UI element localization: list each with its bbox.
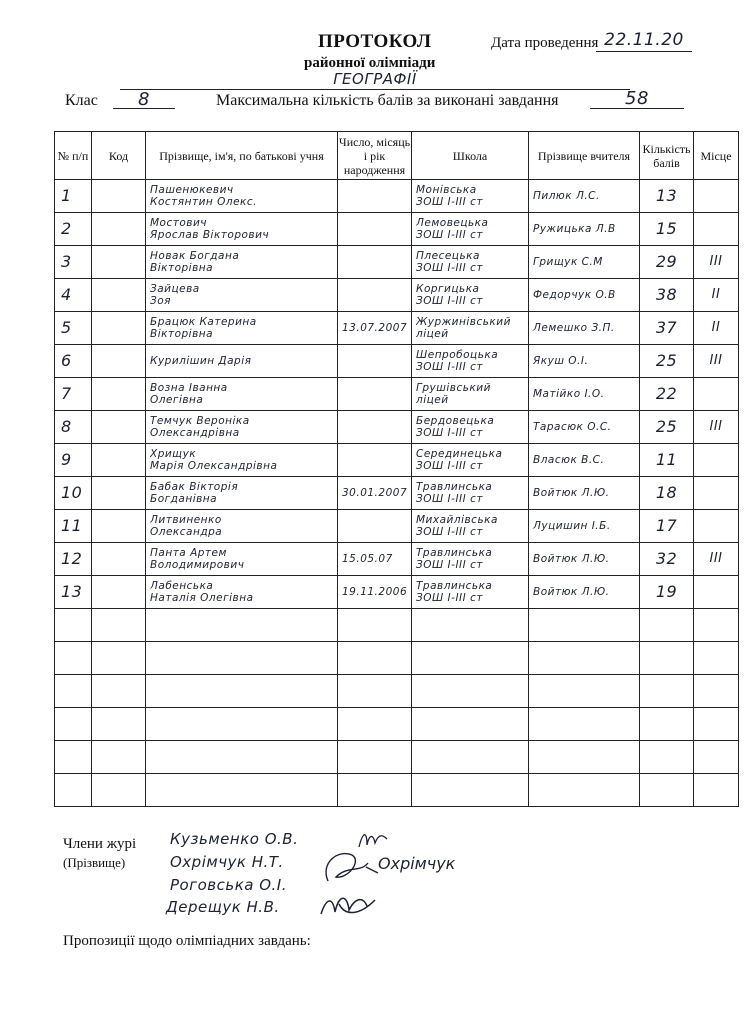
empty-cell	[55, 642, 92, 675]
row-school	[412, 510, 529, 543]
student-name-line-2: Богданівна	[150, 493, 218, 505]
row-number: 5	[55, 312, 92, 345]
student-name-line-1: Курилішин Дарія	[150, 355, 252, 367]
empty-cell	[412, 708, 529, 741]
row-teacher: Тарасюк О.С.	[529, 411, 640, 444]
row-teacher: Грищук С.М	[529, 246, 640, 279]
row-school	[412, 543, 529, 576]
row-student-name	[146, 378, 338, 411]
empty-cell	[640, 708, 694, 741]
empty-cell	[92, 708, 146, 741]
row-student-name	[146, 411, 338, 444]
row-teacher: Федорчук О.В	[529, 279, 640, 312]
table-row	[55, 576, 739, 609]
empty-cell	[92, 675, 146, 708]
row-number: 13	[55, 576, 92, 609]
row-teacher: Лемешко З.П.	[529, 312, 640, 345]
table-row	[55, 444, 739, 477]
student-name-line-1: Брацюк Катерина	[150, 316, 257, 328]
row-student-name	[146, 510, 338, 543]
row-points: 13	[640, 180, 694, 213]
row-points: 32	[640, 543, 694, 576]
row-place: ІІ	[694, 312, 739, 345]
table-row-empty	[55, 642, 739, 675]
row-student-name	[146, 576, 338, 609]
empty-cell	[338, 708, 412, 741]
empty-cell	[92, 774, 146, 807]
student-name-line-2: Олександрівна	[150, 427, 240, 439]
empty-cell	[640, 675, 694, 708]
row-number: 11	[55, 510, 92, 543]
row-points: 29	[640, 246, 694, 279]
empty-cell	[529, 609, 640, 642]
col-header-student-name: Прізвище, ім'я, по батькові учня	[146, 132, 338, 180]
row-place	[694, 576, 739, 609]
row-student-name	[146, 213, 338, 246]
empty-cell	[529, 774, 640, 807]
school-line-1: Грушівський	[416, 382, 491, 394]
empty-cell	[146, 675, 338, 708]
empty-cell	[412, 642, 529, 675]
school-line-2: ліцей	[416, 394, 449, 406]
school-line-2: ЗОШ І-ІІІ ст	[416, 262, 483, 274]
student-name-line-2: Олегівна	[150, 394, 204, 406]
signature-3	[315, 886, 385, 926]
row-code	[92, 378, 146, 411]
school-line-2: ЗОШ І-ІІІ ст	[416, 427, 483, 439]
empty-cell	[694, 774, 739, 807]
row-code	[92, 477, 146, 510]
jury-member-3: Роговська О.І.	[170, 876, 287, 894]
col-header-teacher: Прізвище вчителя	[529, 132, 640, 180]
table-row-empty	[55, 741, 739, 774]
row-school	[412, 312, 529, 345]
row-points: 19	[640, 576, 694, 609]
row-points: 15	[640, 213, 694, 246]
student-name-line-1: Литвиненко	[150, 514, 222, 526]
row-place: ІІ	[694, 279, 739, 312]
row-birth-date: 19.11.2006	[338, 576, 412, 609]
row-birth-date	[338, 378, 412, 411]
school-line-2: ЗОШ І-ІІІ ст	[416, 196, 483, 208]
jury-member-2: Охрімчук Н.Т.	[170, 853, 284, 871]
student-name-line-1: Новак Богдана	[150, 250, 240, 262]
school-line-1: Коргицька	[416, 283, 480, 295]
row-teacher: Войтюк Л.Ю.	[529, 477, 640, 510]
table-row-empty	[55, 609, 739, 642]
table-row	[55, 510, 739, 543]
row-birth-date: 30.01.2007	[338, 477, 412, 510]
row-student-name	[146, 279, 338, 312]
row-student-name	[146, 246, 338, 279]
row-birth-date	[338, 411, 412, 444]
row-number: 3	[55, 246, 92, 279]
table-row	[55, 180, 739, 213]
row-birth-date	[338, 213, 412, 246]
table-row-empty	[55, 675, 739, 708]
row-teacher: Матійко І.О.	[529, 378, 640, 411]
row-place: ІІІ	[694, 543, 739, 576]
row-number: 10	[55, 477, 92, 510]
row-school	[412, 477, 529, 510]
school-line-2: ЗОШ І-ІІІ ст	[416, 526, 483, 538]
student-name-line-1: Бабак Вікторія	[150, 481, 239, 493]
table-row	[55, 213, 739, 246]
empty-cell	[529, 642, 640, 675]
school-line-2: ЗОШ І-ІІІ ст	[416, 460, 483, 472]
student-name-line-2: Наталія Олегівна	[150, 592, 254, 604]
table-row	[55, 477, 739, 510]
empty-cell	[694, 609, 739, 642]
row-number: 4	[55, 279, 92, 312]
row-birth-date	[338, 279, 412, 312]
empty-cell	[694, 642, 739, 675]
student-name-line-2: Костянтин Олекс.	[150, 196, 257, 208]
document-title: ПРОТОКОЛ	[318, 31, 432, 52]
max-points-value: 58	[590, 88, 684, 109]
empty-cell	[146, 774, 338, 807]
row-birth-date	[338, 246, 412, 279]
row-code	[92, 510, 146, 543]
col-header-school: Школа	[412, 132, 529, 180]
school-line-1: Травлинська	[416, 580, 493, 592]
row-birth-date	[338, 345, 412, 378]
row-place	[694, 213, 739, 246]
col-header-number: № п/п	[55, 132, 92, 180]
school-line-2: ліцей	[416, 328, 449, 340]
row-points: 25	[640, 411, 694, 444]
table-row	[55, 378, 739, 411]
row-points: 22	[640, 378, 694, 411]
empty-cell	[338, 642, 412, 675]
row-teacher: Якуш О.І.	[529, 345, 640, 378]
row-school	[412, 444, 529, 477]
empty-cell	[55, 708, 92, 741]
student-name-line-2: Ярослав Вікторович	[150, 229, 270, 241]
row-school	[412, 576, 529, 609]
school-line-2: ЗОШ І-ІІІ ст	[416, 559, 483, 571]
row-school	[412, 378, 529, 411]
empty-cell	[92, 741, 146, 774]
school-line-2: ЗОШ І-ІІІ ст	[416, 295, 483, 307]
class-value: 8	[113, 89, 175, 109]
student-name-line-2: Володимирович	[150, 559, 245, 571]
row-points: 25	[640, 345, 694, 378]
student-name-line-2: Вікторівна	[150, 262, 214, 274]
empty-cell	[338, 609, 412, 642]
row-code	[92, 345, 146, 378]
row-number: 12	[55, 543, 92, 576]
col-header-place: Місце	[694, 132, 739, 180]
row-code	[92, 576, 146, 609]
row-birth-date	[338, 444, 412, 477]
empty-cell	[694, 741, 739, 774]
col-header-points: Кількість балів	[640, 132, 694, 180]
row-school	[412, 345, 529, 378]
student-name-line-1: Мостович	[150, 217, 208, 229]
empty-cell	[146, 642, 338, 675]
jury-member-4: Дерещук Н.В.	[166, 898, 280, 916]
proposals-label: Пропозиції щодо олімпіадних завдань:	[63, 933, 311, 949]
school-line-1: Монівська	[416, 184, 477, 196]
date-value: 22.11.20	[596, 30, 692, 52]
empty-cell	[338, 774, 412, 807]
row-code	[92, 180, 146, 213]
student-name-line-2: Олександра	[150, 526, 223, 538]
row-place: ІІІ	[694, 246, 739, 279]
empty-cell	[529, 675, 640, 708]
jury-label: Члени журі	[63, 836, 137, 852]
row-place	[694, 180, 739, 213]
table-row	[55, 543, 739, 576]
empty-cell	[92, 642, 146, 675]
row-number: 1	[55, 180, 92, 213]
row-number: 7	[55, 378, 92, 411]
svg-text:Охрімчук: Охрімчук	[378, 854, 456, 873]
table-row-empty	[55, 774, 739, 807]
empty-cell	[529, 708, 640, 741]
row-code	[92, 279, 146, 312]
col-header-birth-date: Число, місяць і рік народження	[338, 132, 412, 180]
student-name-line-1: Темчук Вероніка	[150, 415, 250, 427]
row-school	[412, 411, 529, 444]
row-points: 37	[640, 312, 694, 345]
empty-cell	[55, 675, 92, 708]
student-name-line-1: Панта Артем	[150, 547, 227, 559]
row-place	[694, 477, 739, 510]
student-name-line-2: Марія Олександрівна	[150, 460, 278, 472]
empty-cell	[640, 774, 694, 807]
col-header-code: Код	[92, 132, 146, 180]
student-name-line-1: Хрищук	[150, 448, 197, 460]
school-line-2: ЗОШ І-ІІІ ст	[416, 493, 483, 505]
empty-cell	[55, 774, 92, 807]
row-points: 38	[640, 279, 694, 312]
row-teacher: Войтюк Л.Ю.	[529, 576, 640, 609]
empty-cell	[412, 774, 529, 807]
table-header-row	[55, 132, 739, 180]
row-school	[412, 246, 529, 279]
empty-cell	[338, 741, 412, 774]
empty-cell	[55, 609, 92, 642]
row-code	[92, 411, 146, 444]
empty-cell	[694, 675, 739, 708]
row-teacher: Власюк В.С.	[529, 444, 640, 477]
table-row	[55, 279, 739, 312]
empty-cell	[146, 741, 338, 774]
school-line-1: Журжинівський	[416, 316, 511, 328]
student-name-line-2: Вікторівна	[150, 328, 214, 340]
empty-cell	[529, 741, 640, 774]
row-student-name	[146, 444, 338, 477]
empty-cell	[146, 708, 338, 741]
document-subtitle: районної олімпіади	[304, 55, 436, 71]
student-name-line-1: Зайцева	[150, 283, 200, 295]
row-place	[694, 510, 739, 543]
row-points: 17	[640, 510, 694, 543]
school-line-1: Бердовецька	[416, 415, 495, 427]
row-school	[412, 279, 529, 312]
student-name-line-2: Зоя	[150, 295, 171, 307]
school-line-1: Травлинська	[416, 481, 493, 493]
row-student-name	[146, 345, 338, 378]
empty-cell	[694, 708, 739, 741]
row-code	[92, 213, 146, 246]
school-line-1: Михайлівська	[416, 514, 498, 526]
empty-cell	[412, 609, 529, 642]
table-body	[55, 180, 739, 807]
empty-cell	[92, 609, 146, 642]
row-student-name	[146, 543, 338, 576]
empty-cell	[640, 609, 694, 642]
protocol-table	[54, 131, 739, 807]
table-row	[55, 411, 739, 444]
row-student-name	[146, 312, 338, 345]
max-points-label: Максимальна кількість балів за виконані завдання	[216, 92, 559, 109]
table-row	[55, 246, 739, 279]
table-row	[55, 345, 739, 378]
subject-value: ГЕОГРАФІЇ	[120, 70, 630, 90]
row-teacher: Войтюк Л.Ю.	[529, 543, 640, 576]
empty-cell	[640, 642, 694, 675]
school-line-1: Лемовецька	[416, 217, 489, 229]
row-place	[694, 444, 739, 477]
row-birth-date	[338, 180, 412, 213]
school-line-1: Шепробоцька	[416, 349, 499, 361]
row-place	[694, 378, 739, 411]
row-number: 9	[55, 444, 92, 477]
empty-cell	[412, 741, 529, 774]
row-place: ІІІ	[694, 411, 739, 444]
school-line-1: Плесецька	[416, 250, 480, 262]
empty-cell	[146, 609, 338, 642]
school-line-2: ЗОШ І-ІІІ ст	[416, 229, 483, 241]
student-name-line-1: Пашенюкевич	[150, 184, 234, 196]
student-name-line-1: Лабенська	[150, 580, 214, 592]
jury-sublabel: (Прізвище)	[63, 855, 126, 870]
empty-cell	[640, 741, 694, 774]
school-line-2: ЗОШ І-ІІІ ст	[416, 592, 483, 604]
school-line-1: Травлинська	[416, 547, 493, 559]
row-points: 18	[640, 477, 694, 510]
table-row-empty	[55, 708, 739, 741]
row-birth-date: 15.05.07	[338, 543, 412, 576]
row-number: 6	[55, 345, 92, 378]
row-student-name	[146, 477, 338, 510]
date-label: Дата проведення	[491, 35, 599, 51]
jury-member-1: Кузьменко О.В.	[170, 830, 299, 848]
row-student-name	[146, 180, 338, 213]
row-teacher: Луцишин І.Б.	[529, 510, 640, 543]
row-birth-date	[338, 510, 412, 543]
row-code	[92, 444, 146, 477]
row-school	[412, 180, 529, 213]
row-number: 8	[55, 411, 92, 444]
row-birth-date: 13.07.2007	[338, 312, 412, 345]
row-place: ІІІ	[694, 345, 739, 378]
row-points: 11	[640, 444, 694, 477]
row-number: 2	[55, 213, 92, 246]
student-name-line-1: Возна Іванна	[150, 382, 228, 394]
row-code	[92, 543, 146, 576]
school-line-1: Серединецька	[416, 448, 503, 460]
empty-cell	[338, 675, 412, 708]
row-teacher: Пилюк Л.С.	[529, 180, 640, 213]
row-code	[92, 312, 146, 345]
class-label: Клас	[65, 92, 98, 109]
table-row	[55, 312, 739, 345]
school-line-2: ЗОШ І-ІІІ ст	[416, 361, 483, 373]
row-teacher: Ружицька Л.В	[529, 213, 640, 246]
empty-cell	[55, 741, 92, 774]
row-code	[92, 246, 146, 279]
row-school	[412, 213, 529, 246]
empty-cell	[412, 675, 529, 708]
